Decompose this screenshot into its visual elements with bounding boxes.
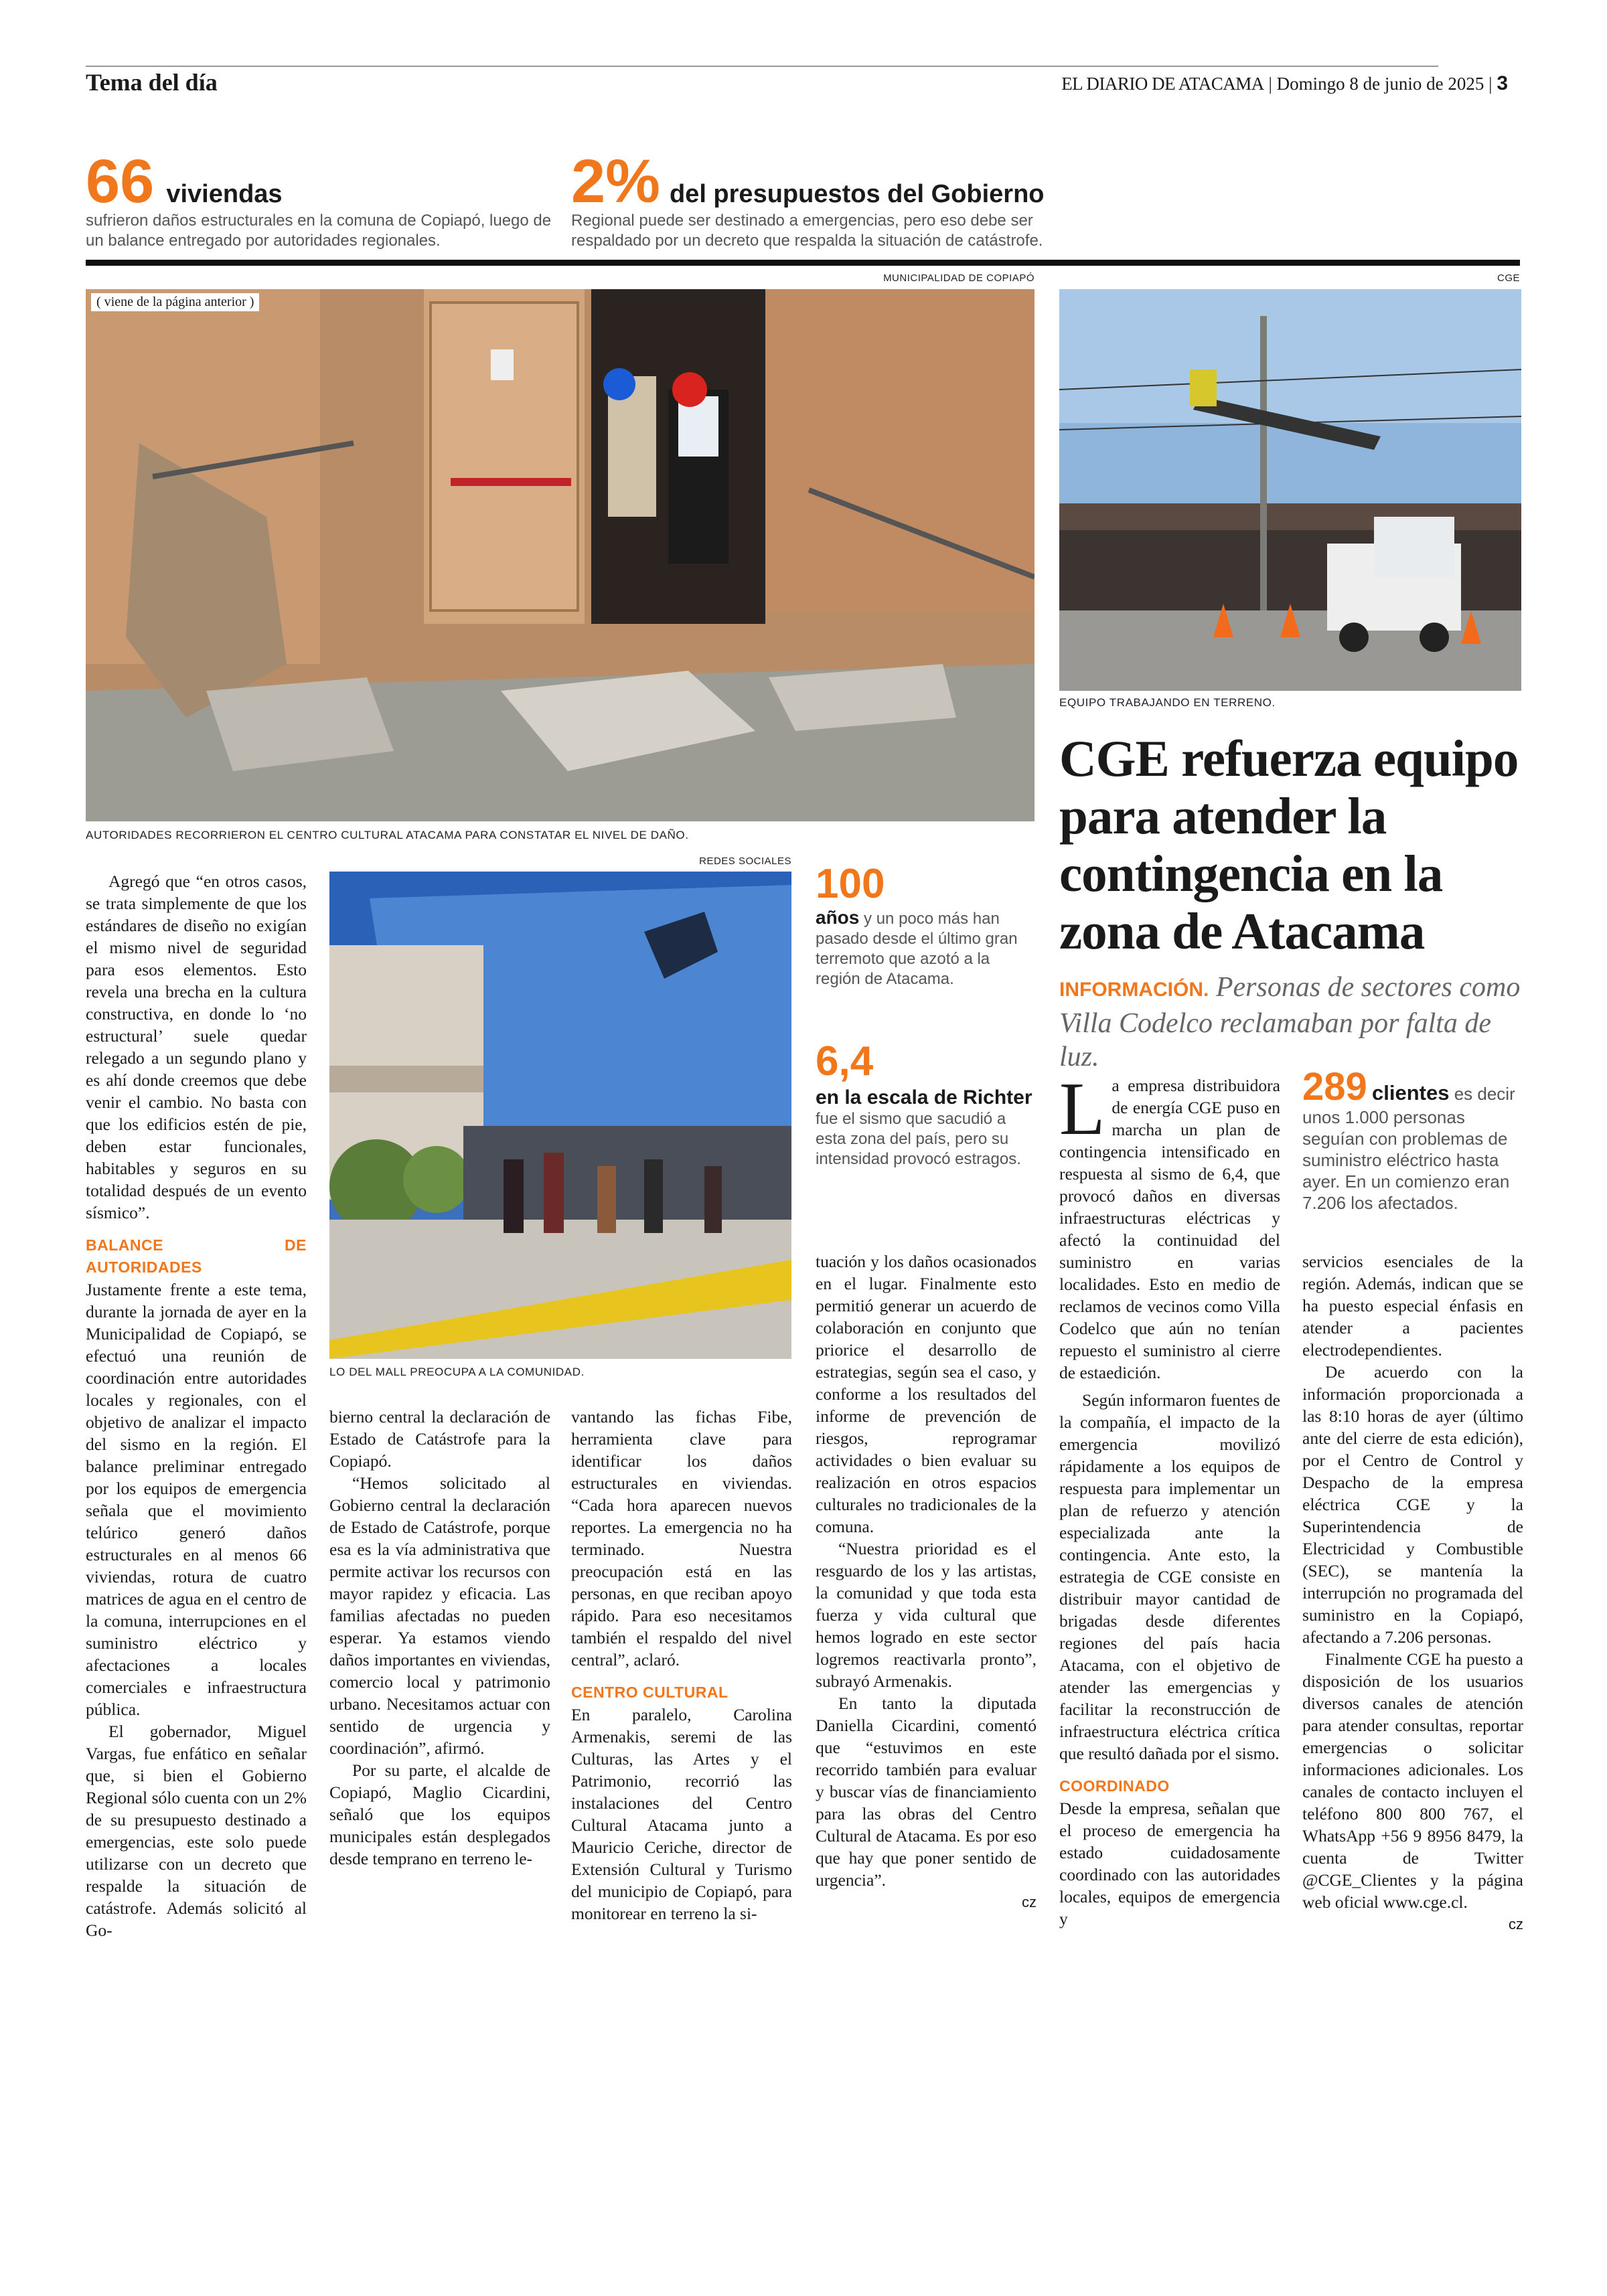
photo-cge-equipo bbox=[1059, 289, 1521, 691]
subheading: COORDINADO bbox=[1059, 1777, 1170, 1795]
article-col-1 bbox=[86, 870, 307, 1941]
deck bbox=[1059, 971, 1528, 1074]
photo-mall bbox=[329, 872, 791, 1359]
paragraph: a empresa distribuidora de energía CGE puso en marcha un plan de contingencia intensificado en respuesta al sismo de 6,4, que provocó daños en diversas infraestructuras eléctricas y afectó la continuidad del suministro en varias localidades. Esto en medio de reclamos de vecinos como Villa Codelco que aún no tenían repuesto el suministro al cierre de estaedición. bbox=[1059, 1076, 1280, 1382]
paragraph: Según informaron fuentes de la compañía, el impacto de la emergencia movilizó rápidamente a los equipos de respuesta para implementar un plan de refuerzo y atención especializada ante la contingencia. Ante esto, la estrategia de CGE consiste en distribuir mayor cantidad de brigadas desde diferentes regiones del país hacia Atacama, con el objetivo de atender las emergencias y facilitar la reconstrucción de infraestructura eléctrica crítica que resultó dañada por el sismo. bbox=[1059, 1390, 1280, 1763]
stat-label: viviendas bbox=[166, 180, 283, 208]
stat-number: 100 bbox=[816, 861, 885, 907]
photo-credit: MUNICIPALIDAD DE COPIAPÓ bbox=[883, 272, 1035, 284]
end-mark: cz bbox=[1022, 1894, 1037, 1910]
section-divider bbox=[86, 260, 1520, 266]
header-rule bbox=[86, 66, 1438, 67]
stat-100-anos bbox=[816, 861, 1037, 989]
cge-col-1 bbox=[1059, 1068, 1280, 1930]
stat-number: 66 bbox=[86, 147, 155, 216]
subheading: BALANCE DE AUTORIDADES bbox=[86, 1236, 307, 1276]
article-col-3 bbox=[571, 1406, 792, 1924]
stat-presupuesto bbox=[571, 147, 1053, 251]
paragraph: Finalmente CGE ha puesto a disposición de los usuarios diversos canales de atención para atender consultas, reportar emergencias o solicitar informaciones adicionales. Los canales de contacto incluyen el teléfono 800 800 767, el WhatsApp +56 9 8956 8479, la cuenta de Twitter @CGE_Clientes y la página web oficial www.cge.cl. bbox=[1302, 1649, 1523, 1912]
stat-text: es decir unos 1.000 personas seguían con problemas de suministro eléctrico hasta ayer. En un comienzo eran 7.206 los afectados. bbox=[1302, 1084, 1515, 1213]
kicker: INFORMACIÓN. bbox=[1059, 979, 1209, 1001]
subheading: CENTRO CULTURAL bbox=[571, 1684, 729, 1701]
photo-credit: CGE bbox=[1497, 272, 1520, 284]
article-col-2 bbox=[329, 1406, 550, 1870]
stat-text: sufrieron daños estructurales en la comuna de Copiapó, luego de un balance entregado por autoridades regionales. bbox=[86, 212, 552, 250]
paragraph: “Nuestra prioridad es el resguardo de los y las artistas, la comunidad y que toda esta fuerza y vida cultural que hemos logrado en este sector logremos reactivarla pronto”, subrayó Armenakis. bbox=[816, 1539, 1037, 1691]
stat-label: en la escala de Richter bbox=[816, 1086, 1032, 1109]
stat-text: y un poco más han pasado desde el último gran terremoto que azotó a la región de Atacama. bbox=[816, 910, 1018, 988]
page-number: 3 bbox=[1497, 72, 1508, 94]
cge-col-2 bbox=[1302, 1250, 1523, 1935]
paragraph: En paralelo, Carolina Armenakis, seremi de las Culturas, las Artes y el Patrimonio, recorrió las instalaciones del Centro Cultural Atacama junto a Mauricio Ceriche, director de Extensión Cultural y Turismo del municipio de Copiapó, para monitorear en terreno la si- bbox=[571, 1705, 792, 1923]
stat-text: Regional puede ser destinado a emergencias, pero eso debe ser respaldado por un decreto que respalda la situación de catástrofe. bbox=[571, 212, 1043, 250]
paragraph: Justamente frente a este tema, durante la jornada de ayer en la Municipalidad de Copiapó, se efectuó una reunión de coordinación entre autoridades locales y regionales, con el objetivo de analizar el impacto del sismo en la región. El balance preliminar entregado por los equipos de emergencia señala que el movimiento telúrico generó daños estructurales en al menos 66 viviendas, rotura de cuatro matrices de agua en el centro de la comuna, interrupciones en el suministro eléctrico y afectaciones a locales comerciales e infraestructura pública. bbox=[86, 1280, 307, 1719]
headline-cge: CGE refuerza equipo para atender la contingencia en la zona de Atacama bbox=[1059, 730, 1519, 960]
stat-number: 289 bbox=[1302, 1065, 1367, 1109]
paragraph: En tanto la diputada Daniella Cicardini, comentó que “estuvimos en este recorrido también para evaluar y buscar vías de financiamiento para las obras del Centro Cultural de Atacama. Es por eso que hay que poner sentido de urgencia”. bbox=[816, 1694, 1037, 1890]
photo-caption: EQUIPO TRABAJANDO EN TERRENO. bbox=[1059, 696, 1276, 709]
paragraph: vantando las fichas Fibe, herramienta clave para identificar los daños estructurales en viviendas. “Cada hora aparecen nuevos reportes. La emergencia no ha terminado. Nuestra preocupación está en las personas, en que reciban apoyo rápido. Para eso necesitamos también el respaldo del nivel central”, aclaró. bbox=[571, 1407, 792, 1669]
stat-viviendas bbox=[86, 147, 554, 251]
masthead: EL DIARIO DE ATACAMA | Domingo 8 de junio de 2025 | 3 bbox=[1061, 72, 1508, 94]
paragraph: El gobernador, Miguel Vargas, fue enfático en señalar que, si bien el Gobierno Regional sólo cuenta con un 2% de su presupuesto destinado a emergencias, este solo puede utilizarse con un decreto que respalde la situación de catástrofe. Además solicitó al Go- bbox=[86, 1722, 307, 1940]
paragraph: servicios esenciales de la región. Además, indican que se ha puesto especial énfasis en atender a pacientes electrodependientes. bbox=[1302, 1252, 1523, 1360]
end-mark: cz bbox=[1509, 1916, 1523, 1933]
paragraph: bierno central la declaración de Estado de Catástrofe para la Copiapó. bbox=[329, 1407, 550, 1471]
photo-caption: LO DEL MALL PREOCUPA A LA COMUNIDAD. bbox=[329, 1366, 585, 1378]
paragraph: Desde la empresa, señalan que el proceso de emergencia ha estado cuidadosamente coordinado con las autoridades locales, equipos de emergencia y bbox=[1059, 1799, 1280, 1929]
section-title: Tema del día bbox=[86, 69, 218, 96]
newspaper-name: EL DIARIO DE ATACAMA bbox=[1061, 74, 1264, 94]
stat-label: del presupuestos del Gobierno bbox=[669, 180, 1045, 208]
deck-text: Personas de sectores como Villa Codelco reclamaban por falta de luz. bbox=[1059, 972, 1521, 1072]
stat-text: fue el sismo que sacudió a esta zona del país, pero su intensidad provocó estragos. bbox=[816, 1110, 1021, 1168]
article-col-4 bbox=[816, 1250, 1037, 1913]
paragraph: Por su parte, el alcalde de Copiapó, Maglio Cicardini, señaló que los equipos municipales están desplegados desde temprano en terreno le- bbox=[329, 1760, 550, 1868]
stat-richter bbox=[816, 1038, 1037, 1169]
photo-credit: REDES SOCIALES bbox=[699, 855, 791, 867]
paragraph: Agregó que “en otros casos, se trata simplemente de que los estándares de diseño no exigían el mismo nivel de seguridad para esos elementos. Esto revela una brecha en la cultura constructiva, en donde lo ‘no estructural’ suele quedar relegado a un segundo plano y es ahí donde creemos que debe venir el cambio. No basta con que los edificios estén de pie, deben estar funcionales, habitables y seguros en su totalidad después de un evento sísmico”. bbox=[86, 872, 307, 1222]
paragraph: “Hemos solicitado al Gobierno central la declaración de Estado de Catástrofe, porque esa es la vía administrativa que permite activar los recursos con mayor rapidez y eficacia. Las familias afectadas no pueden esperar. Ya estamos viendo daños importantes en viviendas, comercio local y patrimonio urbano. Necesitamos actuar con sentido de urgencia y coordinación”, afirmó. bbox=[329, 1473, 550, 1758]
stat-number: 6,4 bbox=[816, 1038, 874, 1084]
continued-note: ( viene de la página anterior ) bbox=[91, 293, 259, 311]
paragraph: tuación y los daños ocasionados en el lugar. Finalmente esto permitió generar un acuerdo de colaboración en conjunto que priorice el desarrollo de estrategias, según sea el caso, y conforme a los resultados del informe de prevención de riesgos, reprogramar actividades o bien evaluar su realización en otros espacios culturales no tradicionales de la comuna. bbox=[816, 1252, 1037, 1536]
photo-caption: AUTORIDADES RECORRIERON EL CENTRO CULTURAL ATACAMA PARA CONSTATAR EL NIVEL DE DAÑO. bbox=[86, 829, 689, 841]
photo-centro-cultural bbox=[86, 289, 1035, 821]
stat-label: años bbox=[816, 907, 860, 928]
stat-label: clientes bbox=[1372, 1081, 1450, 1104]
stat-number: 2% bbox=[571, 147, 660, 216]
paragraph: De acuerdo con la información proporcionada a las 8:10 horas de ayer (último ante del cierre de esta edición), por el Centro de Control y Despacho de la empresa eléctrica CGE y la Superintendencia de Electricidad y Combustible (SEC), se mantenía la interrupción no programada del suministro en la Copiapó, afectando a 7.206 personas. bbox=[1302, 1362, 1523, 1647]
dropcap: L bbox=[1059, 1068, 1105, 1151]
stat-289-clientes bbox=[1302, 1065, 1523, 1214]
issue-date: Domingo 8 de junio de 2025 bbox=[1276, 74, 1484, 94]
